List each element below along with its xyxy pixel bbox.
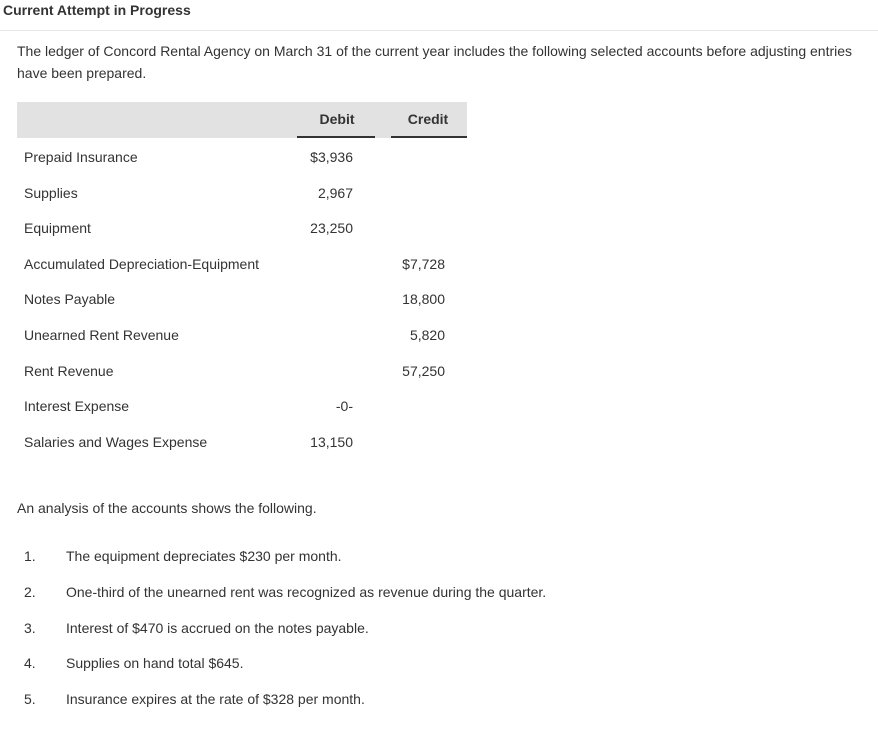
table-row xyxy=(17,288,467,312)
credit-value: 57,250 xyxy=(402,363,445,379)
debit-value: $3,936 xyxy=(310,149,353,165)
account-name: Interest Expense xyxy=(24,398,130,414)
table-row xyxy=(17,324,467,348)
debit-value: 23,250 xyxy=(310,220,353,236)
debit-value: 13,150 xyxy=(310,434,353,450)
table-row xyxy=(17,395,467,419)
header-bar xyxy=(0,0,878,31)
table-row xyxy=(17,253,467,277)
item-text: Supplies on hand total $645. xyxy=(66,655,244,671)
item-number: 4. xyxy=(24,655,36,671)
table-row xyxy=(17,431,467,455)
account-name: Accumulated Depreciation-Equipment xyxy=(24,256,260,272)
table-row xyxy=(17,146,467,170)
debit-value: -0- xyxy=(335,398,353,414)
analysis-heading: An analysis of the accounts shows the following. xyxy=(17,500,317,516)
account-name: Notes Payable xyxy=(24,291,116,307)
item-number: 5. xyxy=(24,691,36,707)
list-item xyxy=(17,620,717,642)
item-text: Interest of $470 is accrued on the notes payable. xyxy=(66,620,369,636)
account-name: Unearned Rent Revenue xyxy=(24,327,179,343)
credit-value: $7,728 xyxy=(402,256,445,272)
account-name: Supplies xyxy=(24,185,78,201)
table-header xyxy=(17,102,467,138)
item-text: One-third of the unearned rent was recognized as revenue during the quarter. xyxy=(66,584,547,600)
problem-intro: The ledger of Concord Rental Agency on March 31 of the current year includes the following selected accounts before adjusting entries have been prepared. xyxy=(17,43,853,81)
debit-underline xyxy=(297,136,375,138)
table-row xyxy=(17,360,467,384)
credit-underline xyxy=(391,136,467,138)
item-number: 1. xyxy=(24,548,36,564)
credit-column-header: Credit xyxy=(407,111,449,127)
credit-value: 5,820 xyxy=(409,327,445,343)
item-text: Insurance expires at the rate of $328 per month. xyxy=(66,691,365,707)
list-item xyxy=(17,655,717,677)
credit-value: 18,800 xyxy=(402,291,445,307)
debit-value: 2,967 xyxy=(317,185,353,201)
account-name: Equipment xyxy=(24,220,91,236)
account-name: Salaries and Wages Expense xyxy=(24,434,208,450)
page-title: Current Attempt in Progress xyxy=(3,2,191,18)
item-number: 3. xyxy=(24,620,36,636)
debit-column-header: Debit xyxy=(319,111,355,127)
account-name: Prepaid Insurance xyxy=(24,149,138,165)
table-row xyxy=(17,217,467,241)
list-item xyxy=(17,548,717,570)
list-item xyxy=(17,584,717,606)
item-text: The equipment depreciates $230 per month. xyxy=(66,548,342,564)
item-number: 2. xyxy=(24,584,36,600)
list-item xyxy=(17,691,717,713)
table-row xyxy=(17,182,467,206)
account-name: Rent Revenue xyxy=(24,363,114,379)
